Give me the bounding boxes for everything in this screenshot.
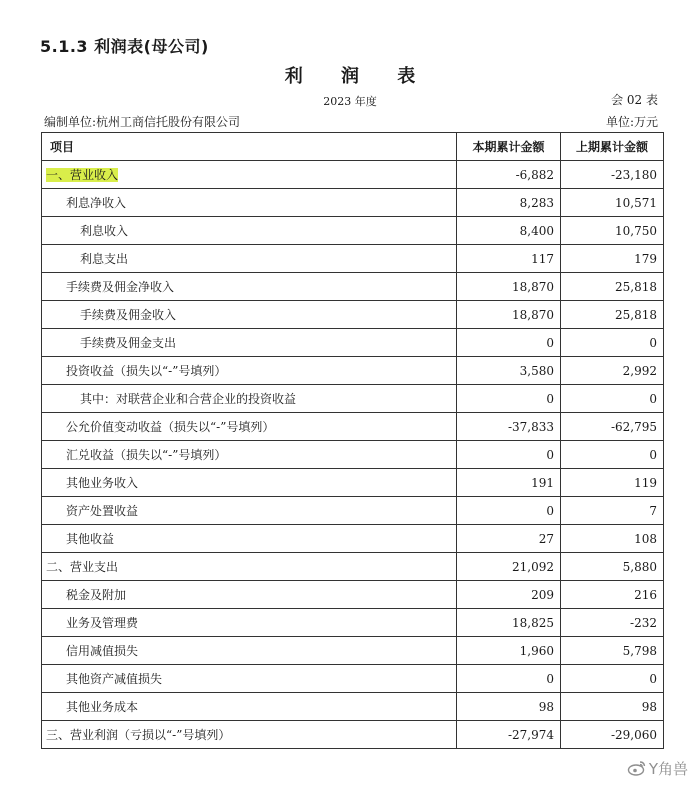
watermark bbox=[627, 758, 688, 780]
column-header-prior: 上期累计金额 bbox=[561, 133, 664, 161]
current-value: 209 bbox=[457, 581, 561, 609]
prior-value: 7 bbox=[561, 497, 664, 525]
current-value: 18,870 bbox=[457, 301, 561, 329]
table-row bbox=[42, 385, 664, 413]
column-header-item: 项目 bbox=[42, 133, 457, 161]
prior-value: 119 bbox=[561, 469, 664, 497]
row-label: 业务及管理费 bbox=[42, 609, 457, 637]
current-value: 21,092 bbox=[457, 553, 561, 581]
current-value: 18,825 bbox=[457, 609, 561, 637]
row-label: 二、营业支出 bbox=[42, 553, 457, 581]
table-row bbox=[42, 189, 664, 217]
current-value: 0 bbox=[457, 329, 561, 357]
prior-value: -29,060 bbox=[561, 721, 664, 749]
prior-value: 179 bbox=[561, 245, 664, 273]
current-value: 0 bbox=[457, 385, 561, 413]
form-code: 会 02 表 bbox=[611, 93, 658, 107]
row-label: 资产处置收益 bbox=[42, 497, 457, 525]
table-row bbox=[42, 329, 664, 357]
prior-value: 108 bbox=[561, 525, 664, 553]
current-value: 98 bbox=[457, 693, 561, 721]
row-label: 其他业务收入 bbox=[42, 469, 457, 497]
prior-value: 5,880 bbox=[561, 553, 664, 581]
prior-value: -62,795 bbox=[561, 413, 664, 441]
row-label: 利息支出 bbox=[42, 245, 457, 273]
current-value: 3,580 bbox=[457, 357, 561, 385]
row-label: 三、营业利润（亏损以“-”号填列） bbox=[42, 721, 457, 749]
row-label: 信用减值损失 bbox=[42, 637, 457, 665]
row-label: 利息收入 bbox=[42, 217, 457, 245]
row-label: 其他收益 bbox=[42, 525, 457, 553]
reporting-period: 2023 年度 bbox=[323, 95, 377, 108]
row-label bbox=[42, 161, 457, 189]
prior-value: 10,571 bbox=[561, 189, 664, 217]
table-row bbox=[42, 301, 664, 329]
prior-value: 25,818 bbox=[561, 301, 664, 329]
table-row bbox=[42, 161, 664, 189]
prior-value: 2,992 bbox=[561, 357, 664, 385]
table-header-row bbox=[42, 133, 664, 161]
row-label: 汇兑收益（损失以“-”号填列） bbox=[42, 441, 457, 469]
currency-unit: 单位:万元 bbox=[605, 115, 658, 129]
table-row bbox=[42, 553, 664, 581]
row-label: 利息净收入 bbox=[42, 189, 457, 217]
table-row bbox=[42, 721, 664, 749]
row-label: 税金及附加 bbox=[42, 581, 457, 609]
table-row bbox=[42, 665, 664, 693]
statement-title: 利 润 表 bbox=[284, 66, 432, 87]
prior-value: -23,180 bbox=[561, 161, 664, 189]
table-row bbox=[42, 217, 664, 245]
watermark-text: Y角兽 bbox=[648, 760, 688, 778]
prior-value: 0 bbox=[561, 329, 664, 357]
prior-value: 0 bbox=[561, 441, 664, 469]
prior-value: 98 bbox=[561, 693, 664, 721]
current-value: 0 bbox=[457, 497, 561, 525]
company-name: 编制单位:杭州工商信托股份有限公司 bbox=[44, 115, 241, 129]
prior-value: 0 bbox=[561, 385, 664, 413]
current-value: 1,960 bbox=[457, 637, 561, 665]
table-row bbox=[42, 469, 664, 497]
current-value: 0 bbox=[457, 441, 561, 469]
table-row bbox=[42, 413, 664, 441]
current-value: -37,833 bbox=[457, 413, 561, 441]
row-label: 手续费及佣金收入 bbox=[42, 301, 457, 329]
current-value: 8,283 bbox=[457, 189, 561, 217]
table-row bbox=[42, 441, 664, 469]
table-row bbox=[42, 357, 664, 385]
row-label: 公允价值变动收益（损失以“-”号填列） bbox=[42, 413, 457, 441]
highlighted-label: 一、营业收入 bbox=[46, 168, 119, 182]
current-value: 18,870 bbox=[457, 273, 561, 301]
row-label: 其他业务成本 bbox=[42, 693, 457, 721]
table-row bbox=[42, 581, 664, 609]
row-label: 投资收益（损失以“-”号填列） bbox=[42, 357, 457, 385]
current-value: 0 bbox=[457, 665, 561, 693]
section-title: 5.1.3 利润表(母公司) bbox=[40, 37, 209, 56]
weibo-icon bbox=[627, 760, 647, 780]
prior-value: 0 bbox=[561, 665, 664, 693]
row-label: 其他资产减值损失 bbox=[42, 665, 457, 693]
prior-value: 5,798 bbox=[561, 637, 664, 665]
prior-value: 10,750 bbox=[561, 217, 664, 245]
column-header-current: 本期累计金额 bbox=[457, 133, 561, 161]
table-row bbox=[42, 693, 664, 721]
current-value: 117 bbox=[457, 245, 561, 273]
table-row bbox=[42, 497, 664, 525]
row-label: 手续费及佣金净收入 bbox=[42, 273, 457, 301]
current-value: -27,974 bbox=[457, 721, 561, 749]
table-row bbox=[42, 245, 664, 273]
table-row bbox=[42, 637, 664, 665]
row-label: 其中：对联营企业和合营企业的投资收益 bbox=[42, 385, 457, 413]
income-statement-table bbox=[41, 132, 664, 749]
table-row bbox=[42, 609, 664, 637]
current-value: 27 bbox=[457, 525, 561, 553]
prior-value: 216 bbox=[561, 581, 664, 609]
table-row bbox=[42, 525, 664, 553]
table-row bbox=[42, 273, 664, 301]
row-label: 手续费及佣金支出 bbox=[42, 329, 457, 357]
current-value: -6,882 bbox=[457, 161, 561, 189]
prior-value: -232 bbox=[561, 609, 664, 637]
current-value: 191 bbox=[457, 469, 561, 497]
current-value: 8,400 bbox=[457, 217, 561, 245]
prior-value: 25,818 bbox=[561, 273, 664, 301]
